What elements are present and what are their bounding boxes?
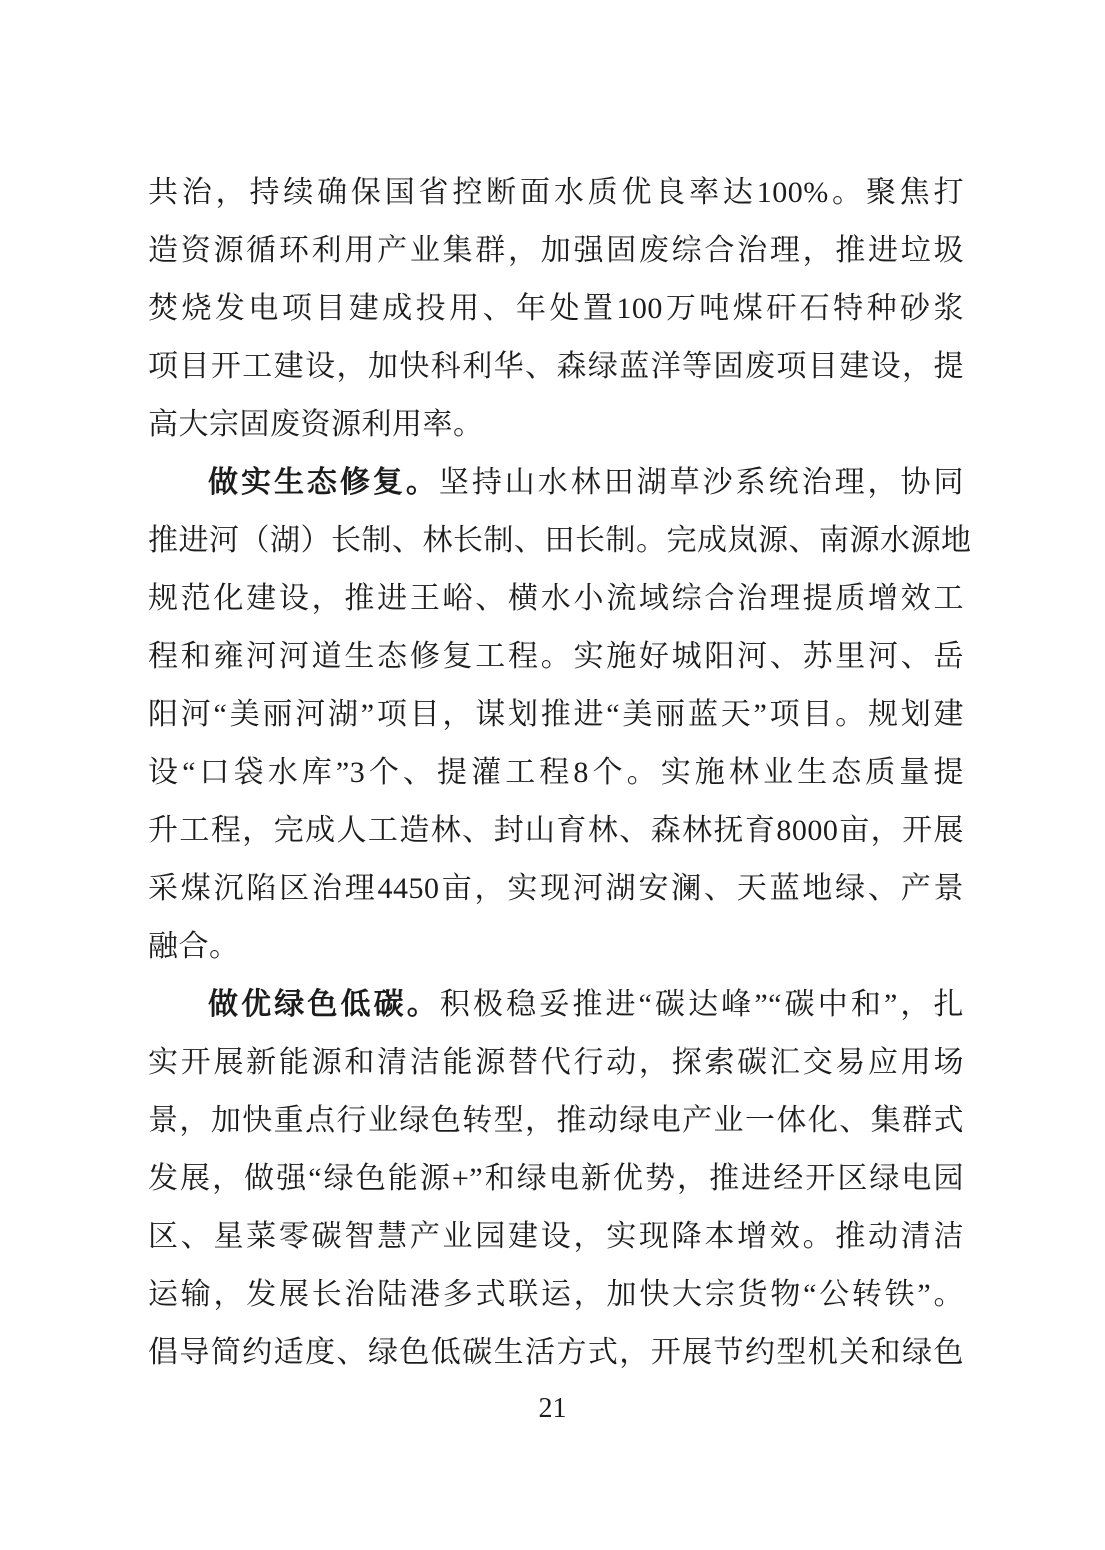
paragraph-green-low-carbon — [148, 976, 964, 1382]
text-line: 推进河（湖）长制、林长制、田长制。完成岚源、南源水源地 — [148, 524, 972, 557]
text-line — [148, 976, 964, 1034]
text-line: 规范化建设，推进王峪、横水小流域综合治理提质增效工 — [148, 582, 964, 615]
text-line: 发展，做强“绿色能源+”和绿电新优势，推进经开区绿电园 — [148, 1162, 964, 1195]
paragraph-lead: 做实生态修复。 — [208, 466, 439, 499]
text-line: 程和雍河河道生态修复工程。实施好城阳河、苏里河、岳 — [148, 640, 964, 673]
paragraph-lead: 做优绿色低碳。 — [208, 988, 440, 1021]
text-line: 升工程，完成人工造林、封山育林、森林抚育8000亩，开展 — [148, 814, 964, 847]
text-line-rest: 积极稳妥推进“碳达峰”“碳中和”，扎 — [439, 988, 965, 1021]
text-line: 融合。 — [148, 930, 240, 963]
text-line: 景，加快重点行业绿色转型，推动绿电产业一体化、集群式 — [148, 1104, 964, 1137]
paragraph-eco-restoration — [148, 454, 972, 976]
text-line-rest: 坚持山水林田湖草沙系统治理，协同 — [438, 466, 965, 499]
text-line: 采煤沉陷区治理4450亩，实现河湖安澜、天蓝地绿、产景 — [148, 872, 964, 905]
text-line: 区、星菜零碳智慧产业园建设，实现降本增效。推动清洁 — [148, 1220, 964, 1253]
text-line: 焚烧发电项目建成投用、年处置100万吨煤矸石特种砂浆 — [148, 292, 964, 325]
text-line: 实开展新能源和清洁能源替代行动，探索碳汇交易应用场 — [148, 1046, 964, 1079]
text-line: 造资源循环利用产业集群，加强固废综合治理，推进垃圾 — [148, 234, 964, 267]
text-line: 项目开工建设，加快科利华、森绿蓝洋等固废项目建设，提 — [148, 350, 964, 383]
text-line: 倡导简约适度、绿色低碳生活方式，开展节约型机关和绿色 — [148, 1336, 964, 1369]
text-line — [148, 454, 964, 512]
text-line: 设“口袋水库”3个、提灌工程8个。实施林业生态质量提 — [148, 756, 964, 789]
page-number: 21 — [538, 1393, 567, 1424]
text-line: 运输，发展长治陆港多式联运，加快大宗货物“公转铁”。 — [148, 1278, 964, 1311]
text-line: 阳河“美丽河湖”项目，谋划推进“美丽蓝天”项目。规划建 — [148, 698, 964, 731]
text-line: 共治，持续确保国省控断面水质优良率达100%。聚焦打 — [148, 176, 964, 209]
paragraph-solid-waste — [148, 164, 964, 454]
body-text — [148, 164, 972, 1382]
text-line: 高大宗固废资源利用率。 — [148, 408, 484, 441]
